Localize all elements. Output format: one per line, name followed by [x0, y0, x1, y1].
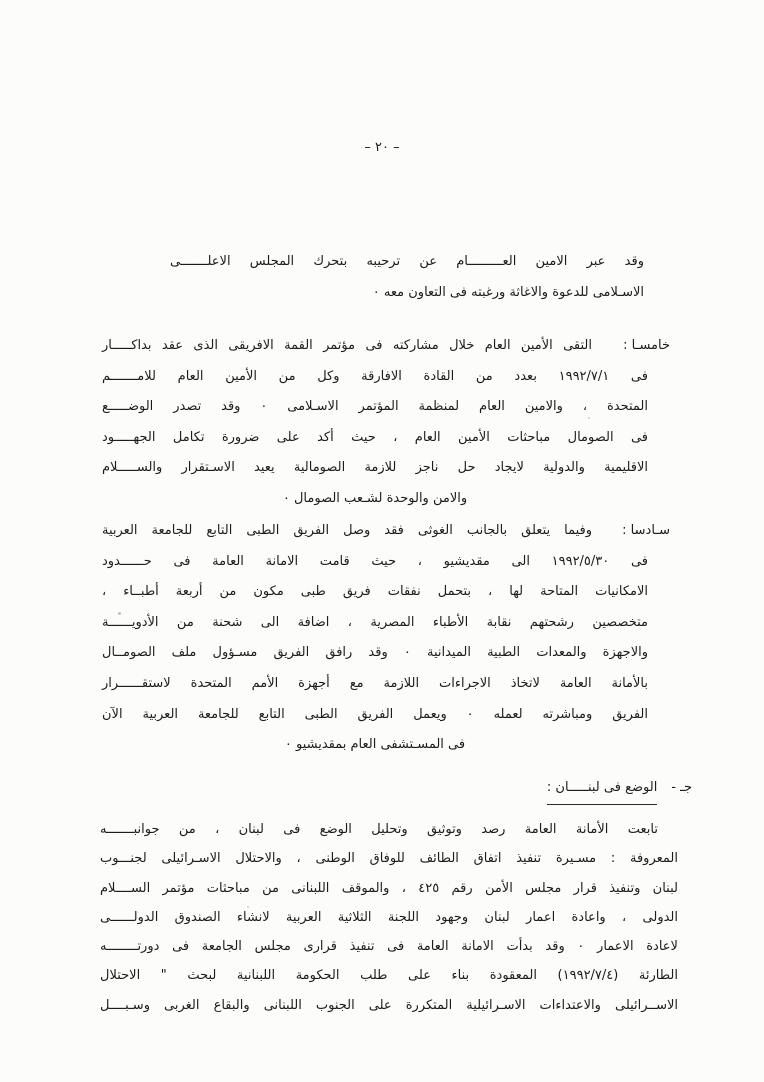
scan-speck — [118, 612, 121, 615]
scan-speck — [588, 417, 590, 419]
item-line: فى ١٩٩٢/٥/٣٠ الى مقديشيو ، حيث قامت الامانة العامة فى حــــــدود — [102, 553, 648, 569]
scan-speck — [247, 906, 249, 908]
section-marker: جـ - — [671, 780, 692, 795]
item-label: سـادسا : — [622, 523, 670, 538]
paragraph-line: وقد عبر الامين العـــــــــام عن ترحيبه بتحرك المجلس الاعلـــــــى — [170, 254, 644, 269]
numbered-item-fifth — [102, 331, 670, 515]
item-line: بالأمانة العامة لاتخاذ الاجراءات اللازمة مع أجهزة الأمم المتحدة لاستقــــــرار — [102, 675, 648, 691]
paragraph-line: تابعت الأمانة العامة رصد وتوثيق وتحليل الوضع فى لبنان ، من جوانبـــــــه — [100, 822, 658, 837]
item-line: المتحدة ، والامين العام لمنظمة المؤتمر الاسـلامى ٠ وقد تصدر الوضـــــع — [102, 399, 648, 415]
paragraph-line: الطارئة (١٩٩٢/٧/٤) المعقودة بناء على طلب الحكومة اللبنانية لبحث " الاحتلال — [100, 968, 678, 984]
paragraph-line: لاعادة الاعمار ٠ وقد بدأت الامانة العامة فى تنفيذ قرارى مجلس الجامعة فى دورتــــــــه — [100, 939, 678, 955]
numbered-item-sixth — [102, 516, 670, 761]
paragraph-line: الدولى ، واعادة اعمار لبنان وجهود اللجنة الثلاثية العربية لانشاء الصندوق الدولــــــى — [100, 909, 678, 925]
section-title: الوضع فى لبنـــــان : — [547, 778, 657, 805]
item-line: والاجهزة والمعدات الطبية الميدانية ٠ وقد رافق الفريق مسـؤول ملف الصومــال — [102, 645, 648, 661]
item-line: الامكانيات المتاحة لها ، بتحمل نفقات فريق طبى مكون من أربعة أطبــاء ، — [102, 584, 648, 600]
item-line: وفيما يتعلق بالجانب الغوثى فقد وصل الفريق الطبى التابع للجامعة العربية — [102, 523, 592, 538]
page-number: – ٢٠ – — [364, 140, 400, 155]
item-line: والامن والوحدة لشـعب الصومال ٠ — [282, 490, 468, 506]
paragraph-line: الاسـلامى للدعوة والاغاثة ورغبته فى التعاون معه ٠ — [372, 284, 644, 300]
paragraph-line: الاســرائيلى والاعتداءات الاسـرائيلية المتكررة على الجنوب اللبنانى والبقاع الغربى وسـبــــل — [100, 997, 678, 1013]
item-line: فى المسـتشفى العام بمقديشيو ٠ — [284, 737, 466, 753]
item-line: فى الصومال مباحثات الأمين العام ، حيث أكد على ضرورة تكامل الجهـــــود — [102, 429, 648, 445]
item-line: فى ١٩٩٢/٧/١ بعدد من القادة الافارقة وكل من الأمين العام للامـــــــم — [102, 368, 648, 384]
item-line: التقى الأمين العام خلال مشاركته فى مؤتمر القمة الافريقى الذى عقد بداكـــــار — [102, 338, 592, 353]
paragraph-line: المعروفة : مسـيرة تنفيذ اتفاق الطائف للوفاق الوطنى ، والاحتلال الاسـرائيلى لجنـــوب — [100, 851, 678, 867]
section-paragraph — [100, 815, 678, 1020]
continuation-paragraph — [170, 247, 644, 308]
section-heading — [547, 778, 692, 805]
paragraph-line: لبنان وتنفيذ قرار مجلس الأمن رقم ٤٢٥ ، والموقف اللبنانى من مباحثات مؤتمر الســــلام — [100, 880, 678, 896]
item-label: خامسـا : — [623, 338, 670, 353]
item-line: الاقليمية والدولية لايجاد حل ناجز للازمة الصومالية يعيد الاسـتقرار والســـــلام — [102, 460, 648, 476]
item-line: الفريق ومباشرته لعمله ٠ ويعمل الفريق الطبى التابع للجامعة العربية الآن — [102, 706, 648, 722]
item-line: متخصصين رشحتهم نقابة الأطباء المصرية ، اضافة الى شحنة من الأدويــــــة — [102, 614, 648, 630]
